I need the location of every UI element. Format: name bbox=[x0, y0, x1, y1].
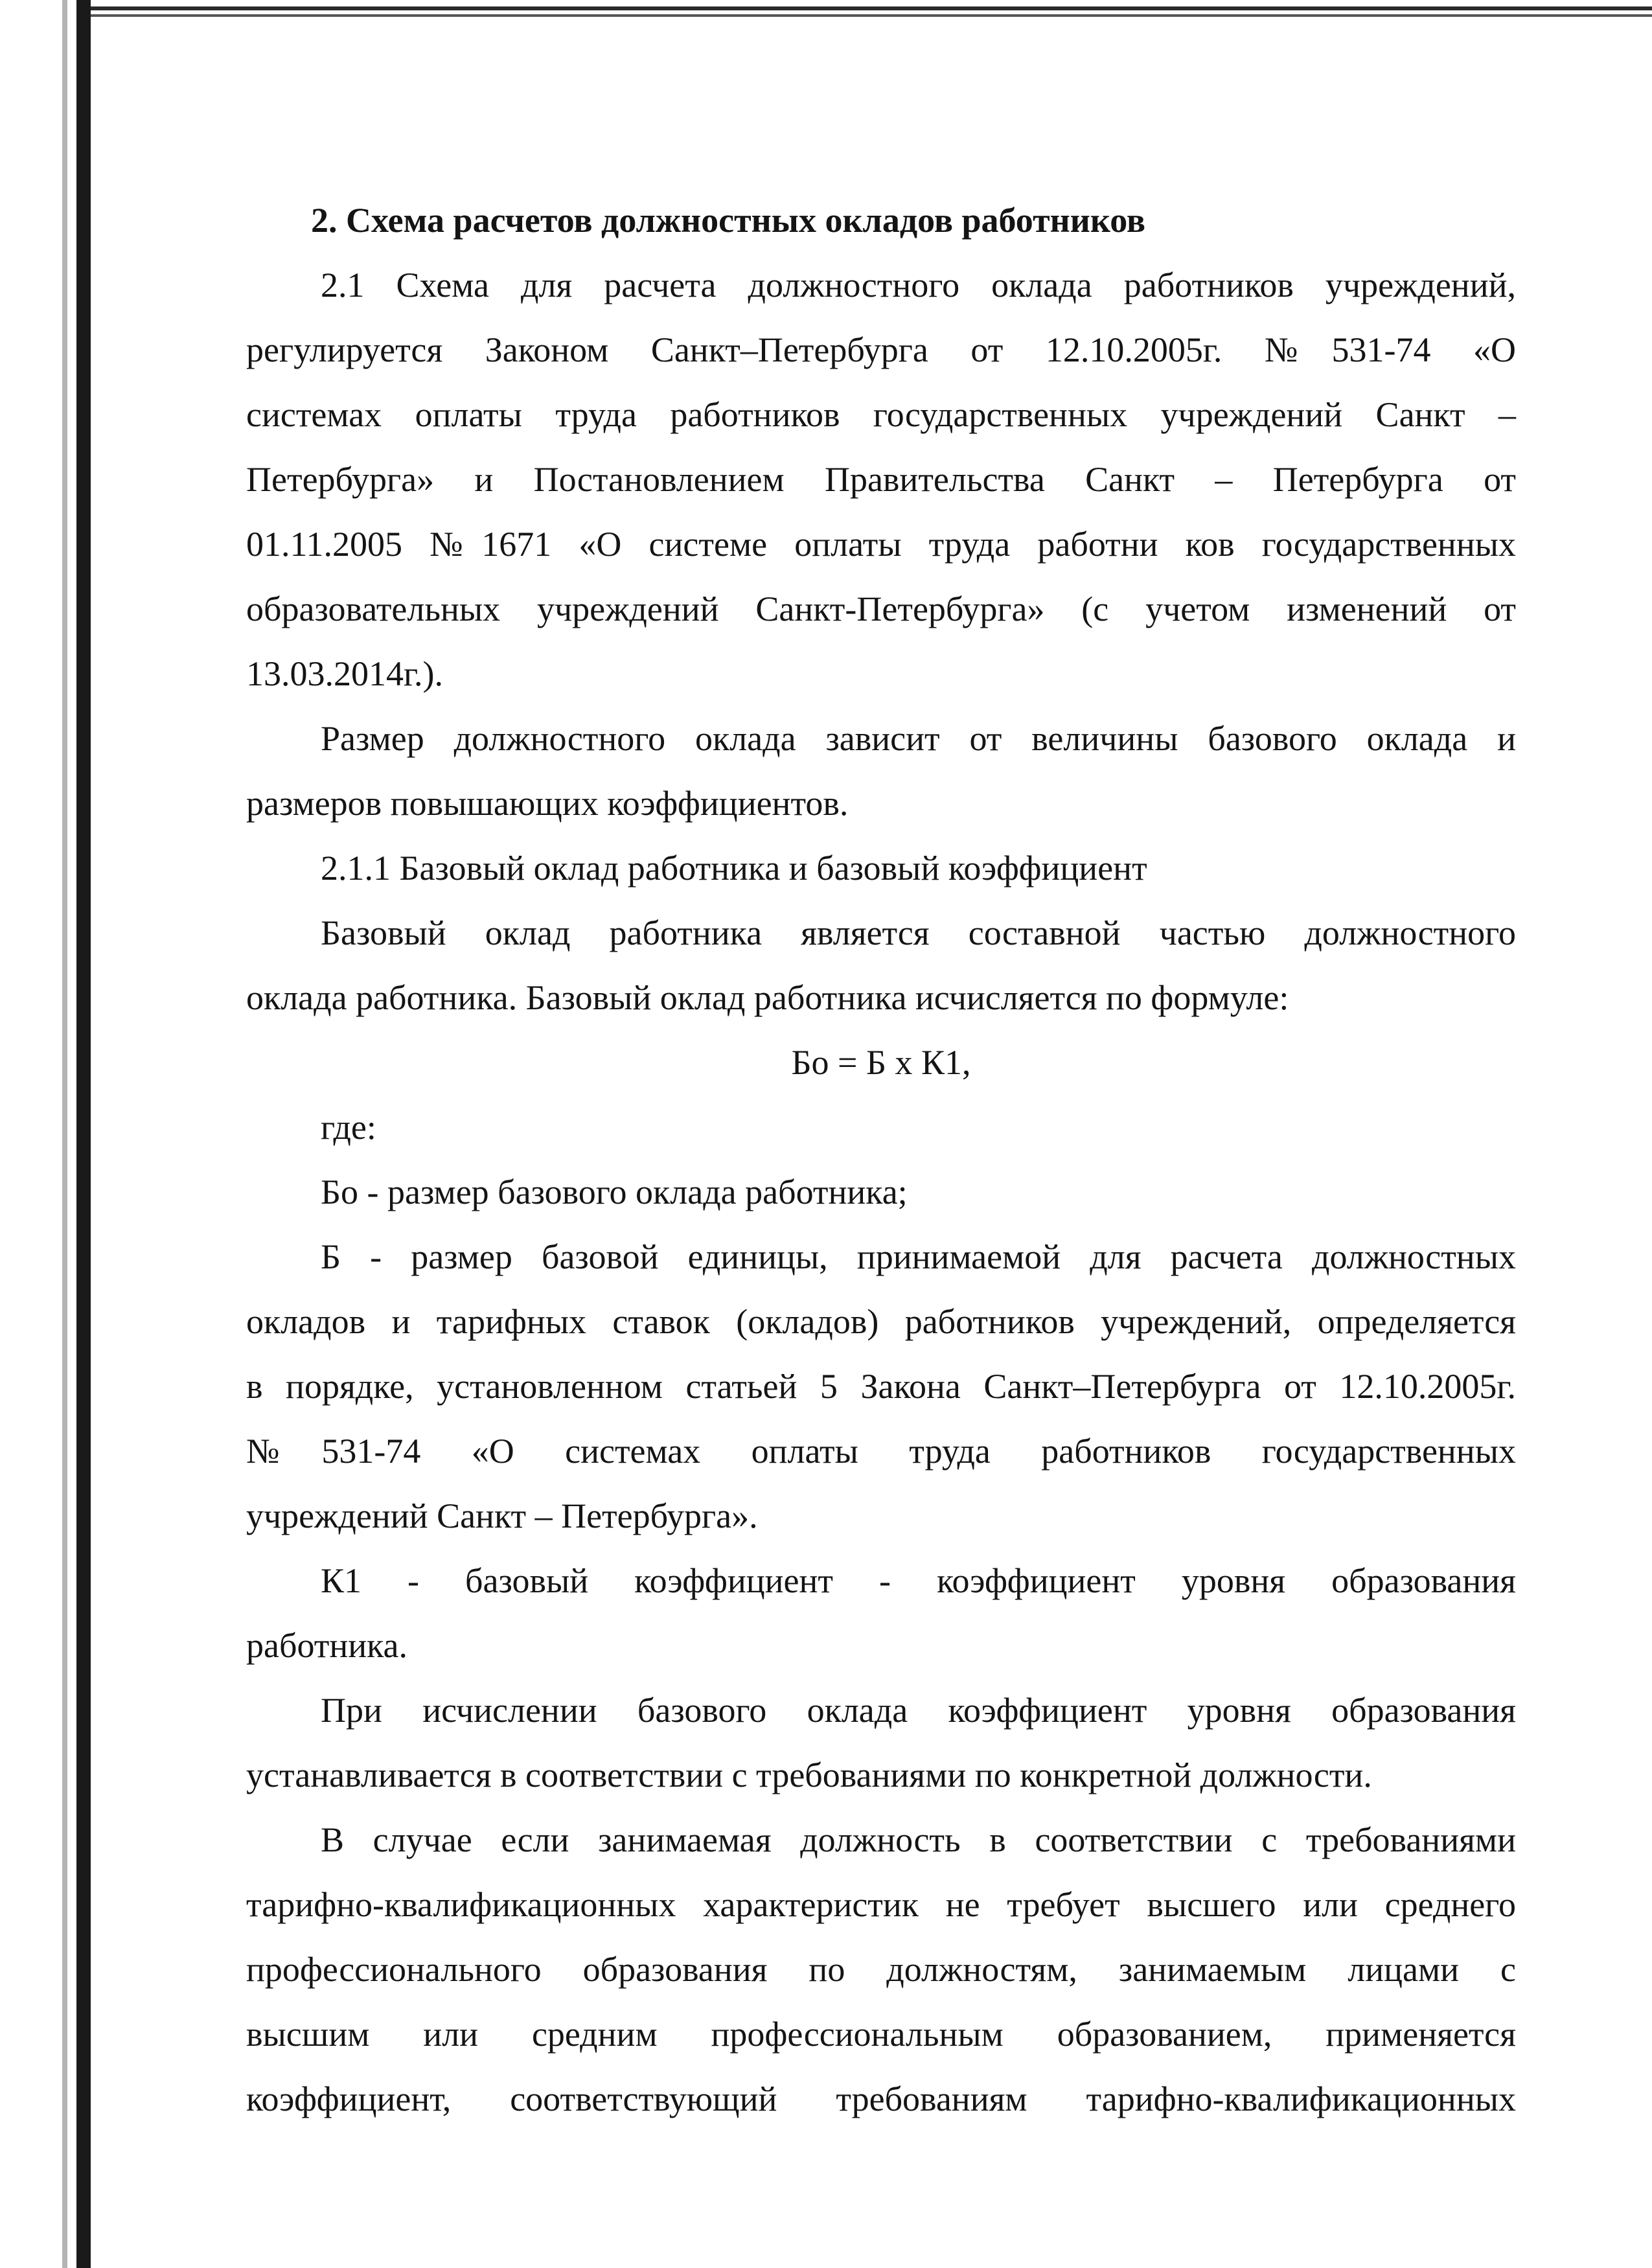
paragraph-line: регулируется Законом Санкт–Петербурга от 12.10.2005г. №531-74 «О bbox=[246, 330, 1516, 369]
paragraph-line: профессионального образования по должностям, занимаемым лицами с bbox=[246, 1950, 1516, 1989]
paragraph-line: Б - размер базовой единицы, принимаемой для расчета должностных bbox=[321, 1237, 1516, 1276]
paragraph-line: в порядке, установленном статьей 5 Закона Санкт–Петербурга от 12.10.2005г. bbox=[246, 1367, 1516, 1406]
paragraph-line: 2.1 Схема для расчета должностного оклада работников учреждений, bbox=[321, 266, 1516, 304]
scan-top-edge bbox=[0, 0, 1652, 23]
section-heading: 2. Схема расчетов должностных окладов работников bbox=[311, 201, 1146, 240]
paragraph-line: коэффициент, соответствующий требованиям тарифно-квалификационных bbox=[246, 2079, 1516, 2118]
document-page bbox=[246, 188, 1516, 2131]
scan-shadow bbox=[62, 0, 67, 2268]
paragraph-line: где: bbox=[321, 1108, 376, 1147]
paragraph-line: №531-74 «О системах оплаты труда работников государственных bbox=[246, 1432, 1516, 1471]
scan-left-edge bbox=[76, 0, 91, 2268]
paragraph-line: системах оплаты труда работников государственных учреждений Санкт – bbox=[246, 395, 1516, 434]
paragraph-line: 01.11.2005 №1671 «О системе оплаты труда работни ков государственных bbox=[246, 525, 1516, 564]
paragraph-line: Петербурга» и Постановлением Правительства Санкт – Петербурга от bbox=[246, 460, 1516, 499]
paragraph-line: работника. bbox=[246, 1626, 408, 1665]
paragraph-line: К1 - базовый коэффициент - коэффициент уровня образования bbox=[321, 1561, 1516, 1600]
paragraph-line: устанавливается в соответствии с требованиями по конкретной должности. bbox=[246, 1756, 1372, 1794]
paragraph-line: При исчислении базового оклада коэффициент уровня образования bbox=[321, 1691, 1516, 1730]
paragraph-line: учреждений Санкт – Петербурга». bbox=[246, 1496, 758, 1535]
subsection-heading: 2.1.1 Базовый оклад работника и базовый коэффициент bbox=[321, 849, 1147, 888]
paragraph-line: образовательных учреждений Санкт-Петербурга» (с учетом изменений от bbox=[246, 590, 1516, 628]
paragraph-line: окладов и тарифных ставок (окладов) работников учреждений, определяется bbox=[246, 1302, 1516, 1341]
paragraph-line: Базовый оклад работника является составной частью должностного bbox=[321, 913, 1516, 952]
paragraph-line: высшим или средним профессиональным образованием, применяется bbox=[246, 2015, 1516, 2054]
paragraph-line: Бо - размер базового оклада работника; bbox=[321, 1173, 908, 1211]
paragraph-line: тарифно-квалификационных характеристик не требует высшего или среднего bbox=[246, 1885, 1516, 1924]
paragraph-line: 13.03.2014г.). bbox=[246, 654, 444, 693]
paragraph-line: размеров повышающих коэффициентов. bbox=[246, 784, 849, 823]
paragraph-line: оклада работника. Базовый оклад работника исчисляется по формуле: bbox=[246, 978, 1289, 1017]
formula: Бо = Б х К1, bbox=[791, 1043, 971, 1082]
paragraph-line: Размер должностного оклада зависит от величины базового оклада и bbox=[321, 719, 1516, 758]
paragraph-line: В случае если занимаемая должность в соответствии с требованиями bbox=[321, 1820, 1516, 1859]
